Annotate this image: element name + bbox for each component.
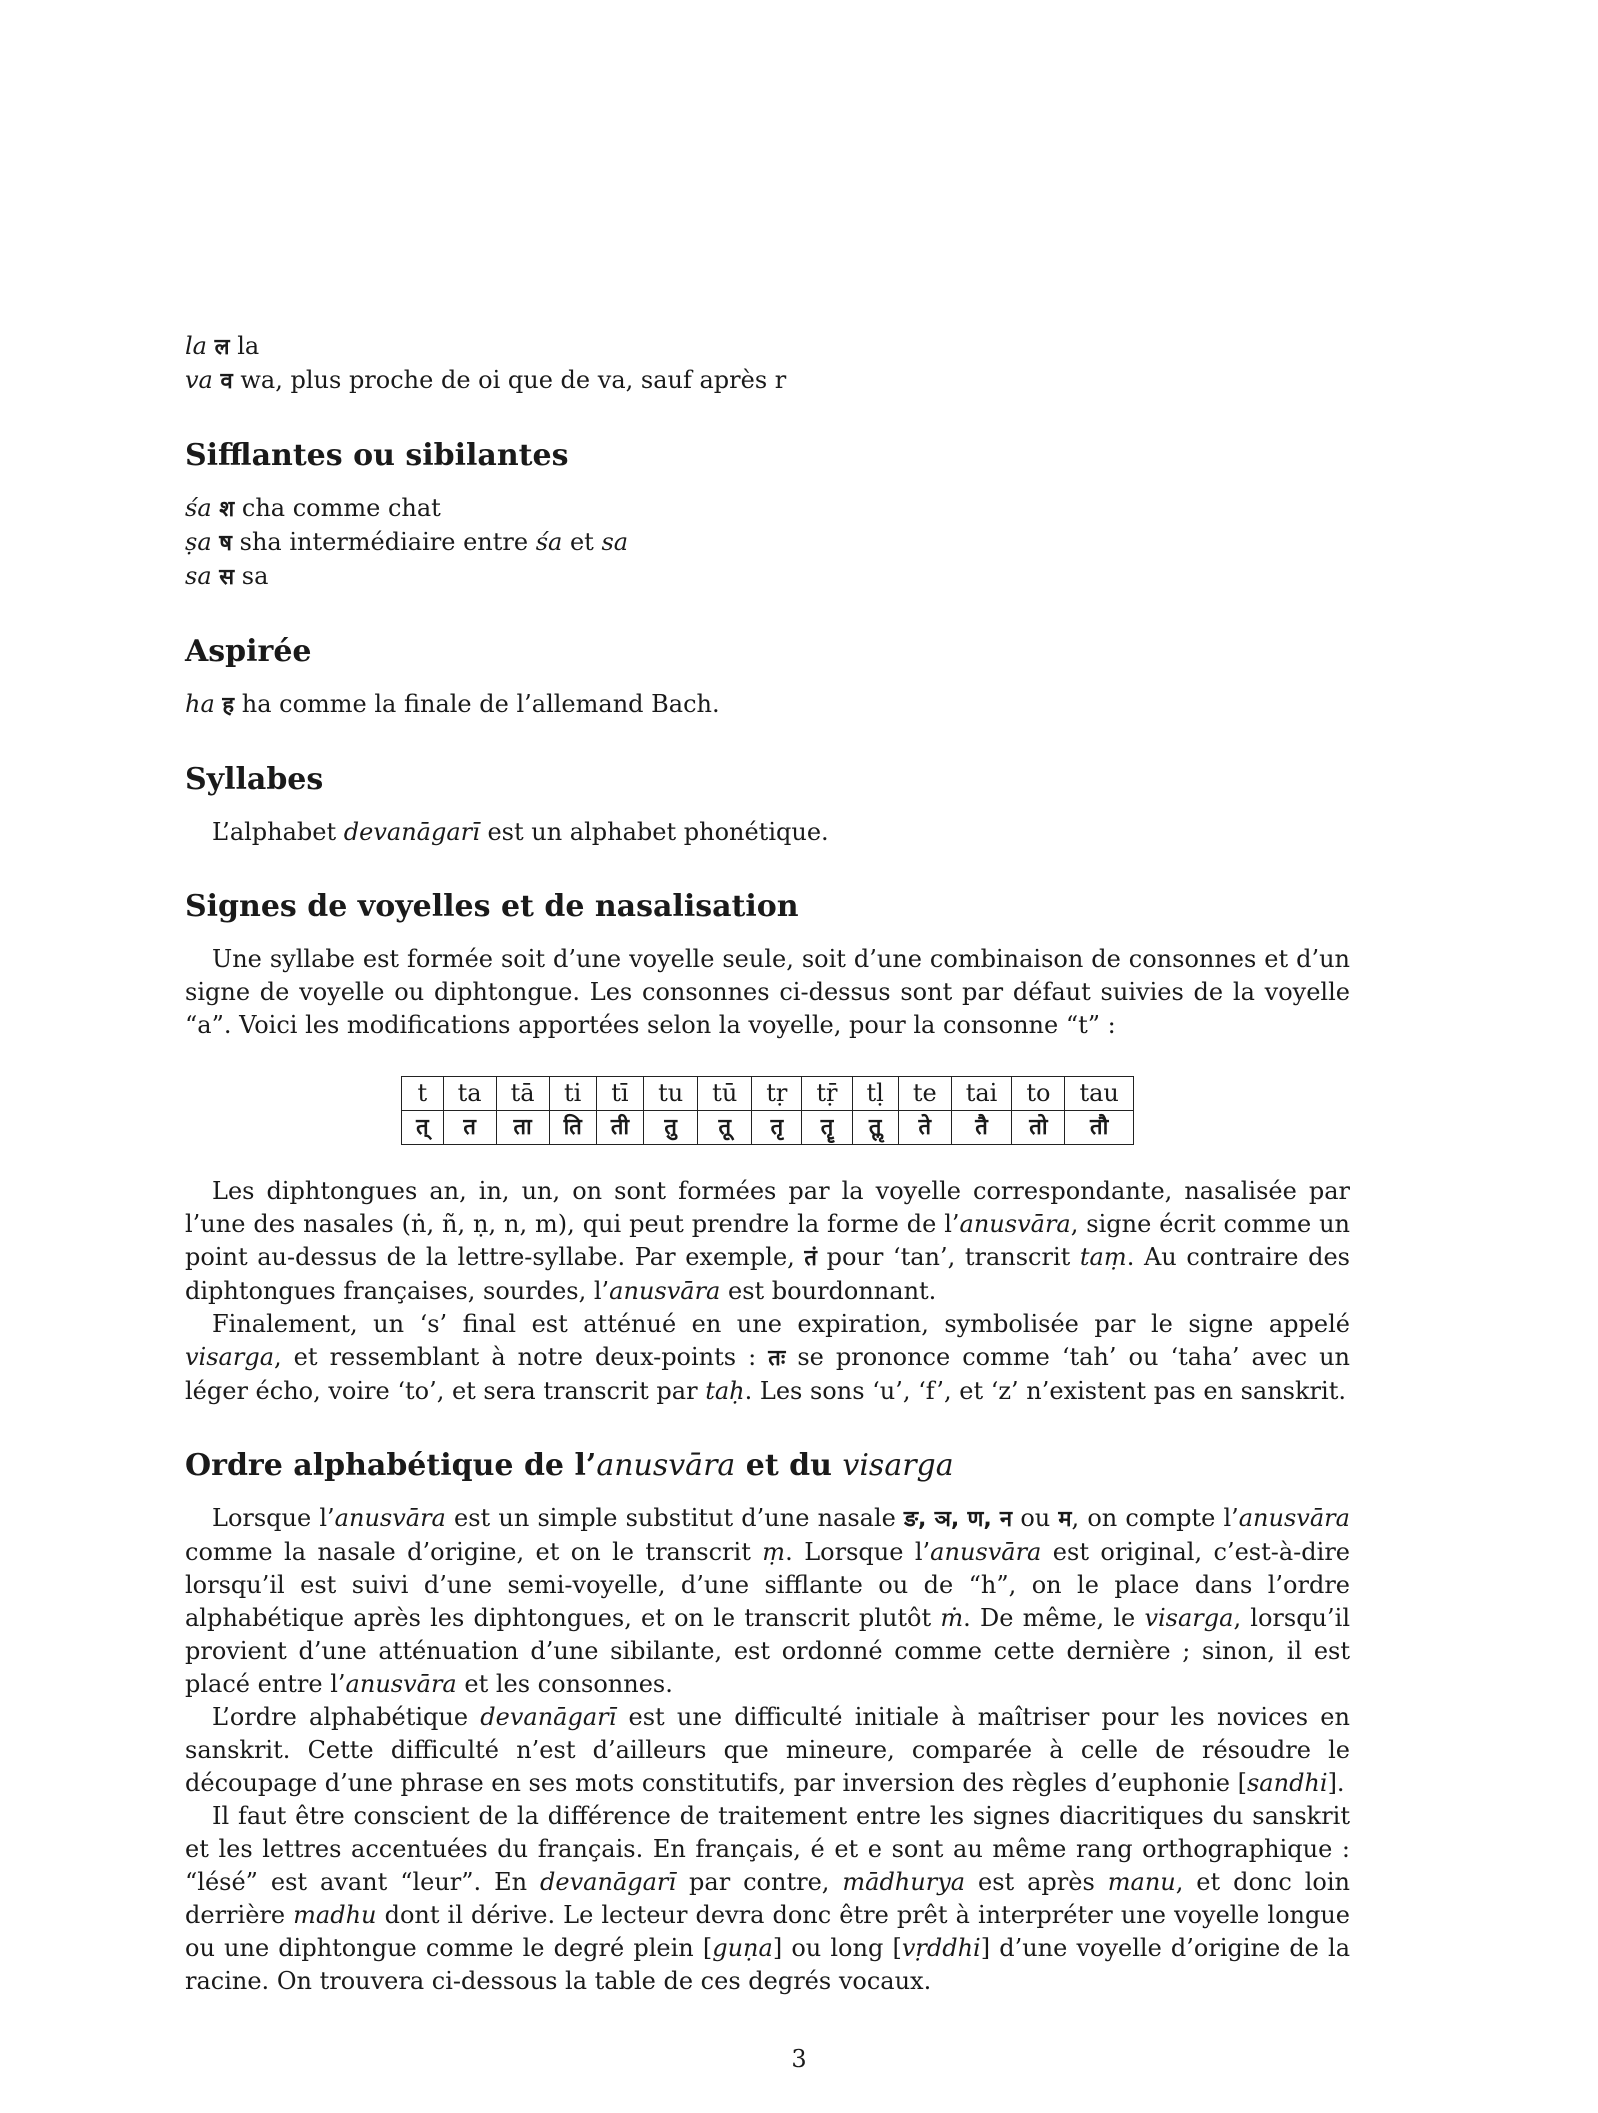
section-ordre	[185, 1446, 1350, 1998]
letter-line-ssa	[185, 526, 1350, 560]
table-cell-devanagari: तू	[698, 1111, 752, 1145]
section-heading: Sifflantes ou sibilantes	[185, 438, 569, 473]
letter-line-la	[185, 330, 1350, 364]
table-cell-devanagari: तु	[644, 1111, 698, 1145]
section-signes	[185, 887, 1350, 1408]
transliteration: śa	[185, 494, 212, 522]
table-cell-devanagari: तृ	[752, 1111, 802, 1145]
devanagari-letter: श	[219, 497, 235, 522]
transliteration: śa	[535, 528, 563, 556]
letter-description: sha intermédiaire entre	[239, 528, 529, 556]
paragraph: L’ordre alphabétique devanāgarī est une difficulté initiale à maîtriser pour les novices en sanskrit. Cette difficulté n’est d’ailleurs que mineure, comparée à celle de résoudre le découpage d’une phrase en ses mots constitutifs, par inversion des règles d’euphonie [sandhi].	[185, 1703, 1350, 1797]
transliteration: sa	[185, 562, 212, 590]
letter-line-sha	[185, 492, 1350, 526]
devanagari-letter: ल	[214, 335, 230, 360]
table-cell-latin: tu	[644, 1077, 698, 1111]
letter-description: et	[569, 528, 594, 556]
table-cell-devanagari: तॢ	[852, 1111, 898, 1145]
letter-description: sa	[241, 562, 269, 590]
page-body	[185, 330, 1350, 1998]
table-cell-latin: tā	[496, 1077, 549, 1111]
table-cell-latin: tḷ	[852, 1077, 898, 1111]
section-heading: Signes de voyelles et de nasalisation	[185, 889, 799, 924]
paragraph: Il faut être conscient de la différence de traitement entre les signes diacritiques du sanskrit et les lettres accentuées du français. En français, é et e sont au même rang orthographique : “lésé” est avant “leur”. En devanāgarī par contre, mādhurya est après manu, et donc loin derrière madhu dont il dérive. Le lecteur devra donc être prêt à interpréter une voyelle longue ou une diphtongue comme le degré plein [guṇa] ou long [vṛddhi] d’une voyelle d’origine de la racine. On trouvera ci-dessous la table de ces degrés vocaux.	[185, 1802, 1351, 1995]
paragraph: Une syllabe est formée soit d’une voyelle seule, soit d’une combinaison de consonnes et d’un signe de voyelle ou diphtongue. Les consonnes ci-dessus sont par défaut suivies de la voyelle “a”. Voici les modifications apportées selon la voyelle, pour la consonne “t” :	[185, 945, 1350, 1039]
section-syllabes	[185, 760, 1350, 849]
letter-description: wa, plus proche de oi que de va, sauf après r	[240, 366, 787, 394]
table-cell-latin: to	[1012, 1077, 1065, 1111]
devanagari-letter: व	[220, 369, 233, 394]
devanagari-letter: ह	[222, 693, 235, 718]
table-cell-latin: tṛ	[752, 1077, 802, 1111]
section-heading: Ordre alphabétique de l’anusvāra et du visarga	[185, 1448, 954, 1483]
table-cell-devanagari: त	[443, 1111, 496, 1145]
table-cell-devanagari: तौ	[1065, 1111, 1133, 1145]
transliteration: sa	[601, 528, 629, 556]
letter-line-sa	[185, 560, 1350, 594]
table-cell-latin: tau	[1065, 1077, 1133, 1111]
letter-description: cha comme chat	[241, 494, 441, 522]
letter-description: ha comme la finale de l’allemand Bach.	[241, 690, 720, 718]
table-cell-devanagari: तो	[1012, 1111, 1065, 1145]
devanagari-letter: ष	[219, 531, 232, 556]
vowel-sign-table	[401, 1076, 1134, 1145]
table-cell-devanagari: ता	[496, 1111, 549, 1145]
paragraph: Les diphtongues an, in, un, on sont formées par la voyelle correspondante, nasalisée par l’une des nasales (ṅ, ñ, ṇ, n, m), qui peut prendre la forme de l’anusvāra, signe écrit comme un point au-dessus de la lettre-syllabe. Par exemple, तं pour ‘tan’, transcrit taṃ. Au contraire des diphtongues françaises, sourdes, l’anusvāra est bourdonnant.	[185, 1177, 1350, 1305]
table-cell-latin: ti	[549, 1077, 596, 1111]
table-cell-latin: ta	[443, 1077, 496, 1111]
paragraph: Lorsque l’anusvāra est un simple substitut d’une nasale ङ, ञ, ण, न ou म, on compte l’anusvāra comme la nasale d’origine, et on le transcrit ṃ. Lorsque l’anusvāra est original, c’est-à-dire lorsqu’il est suivi d’une semi-voyelle, d’une sifflante ou de “h”, on le place dans l’ordre alphabétique après les diphtongues, et on le transcrit plutôt ṁ. De même, le visarga, lorsqu’il provient d’une atténuation d’une sibilante, est ordonné comme cette dernière ; sinon, il est placé entre l’anusvāra et les consonnes.	[185, 1504, 1351, 1698]
section-aspiree	[185, 632, 1350, 722]
transliteration: ṣa	[185, 528, 212, 556]
table-row-latin	[402, 1077, 1134, 1111]
section-heading: Syllabes	[185, 762, 324, 797]
transliteration: la	[185, 332, 207, 360]
table-cell-devanagari: तॄ	[802, 1111, 852, 1145]
letter-line-ha	[185, 688, 1350, 722]
table-cell-latin: tai	[951, 1077, 1012, 1111]
section-sibilantes	[185, 436, 1350, 594]
section-heading: Aspirée	[185, 634, 312, 669]
table-cell-latin: te	[898, 1077, 951, 1111]
devanagari-letter: स	[219, 565, 235, 590]
transliteration: ha	[185, 690, 215, 718]
paragraph: L’alphabet devanāgarī est un alphabet phonétique.	[212, 818, 829, 846]
table-cell-latin: tū	[698, 1077, 752, 1111]
transliteration: va	[185, 366, 213, 394]
table-cell-devanagari: तै	[951, 1111, 1012, 1145]
table-cell-devanagari: ते	[898, 1111, 951, 1145]
letter-line-va	[185, 364, 1350, 398]
letter-description: la	[237, 332, 260, 360]
table-cell-devanagari: ती	[596, 1111, 643, 1145]
table-cell-latin: tṝ	[802, 1077, 852, 1111]
table-cell-latin: tī	[596, 1077, 643, 1111]
page-number: 3	[791, 2045, 807, 2073]
table-cell-devanagari: त्	[402, 1111, 444, 1145]
paragraph: Finalement, un ‘s’ final est atténué en une expiration, symbolisée par le signe appelé visarga, et ressemblant à notre deux-points : तः se prononce comme ‘tah’ ou ‘taha’ avec un léger écho, voire ‘to’, et sera transcrit par taḥ. Les sons ‘u’, ‘f’, et ‘z’ n’existent pas en sanskrit.	[185, 1310, 1350, 1405]
table-cell-latin: t	[402, 1077, 444, 1111]
table-cell-devanagari: ति	[549, 1111, 596, 1145]
table-row-devanagari	[402, 1111, 1134, 1145]
